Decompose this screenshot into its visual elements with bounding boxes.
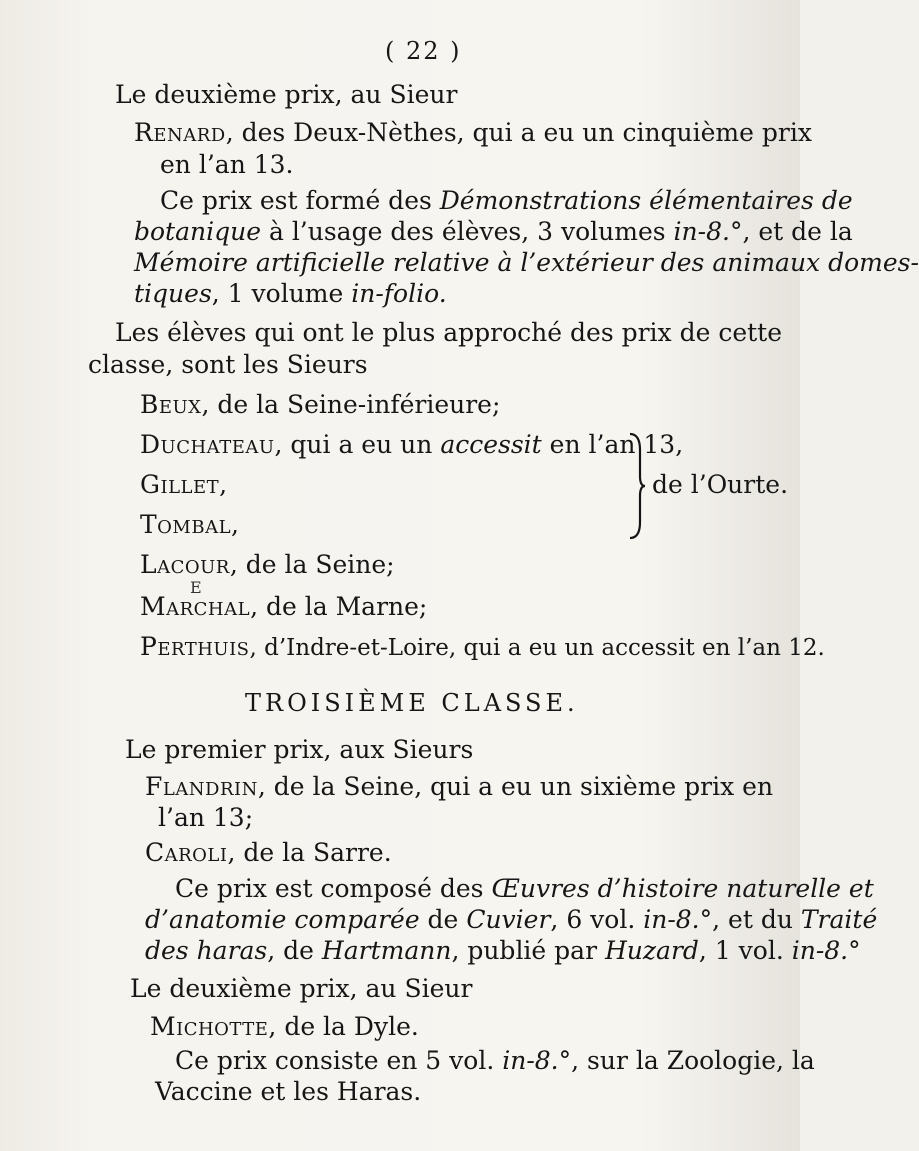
prize-line: Le deuxième prix, au Sieur (115, 80, 458, 109)
prize-description: Ce prix est formé des Démonstrations élémentaires de (160, 186, 853, 215)
student-tombal: Tombal, (140, 510, 239, 539)
department-ourte: de l’Ourte. (652, 470, 789, 499)
prize-line: Le premier prix, aux Sieurs (125, 735, 474, 764)
handwritten-correction: E (190, 578, 202, 597)
paragraph-line: classe, sont les Sieurs (88, 350, 368, 379)
prize-description: Ce prix est composé des Œuvres d’histoire naturelle et (175, 874, 874, 903)
prize-description: tiques, 1 volume in-folio. (134, 279, 447, 308)
prize-description: des haras, de Hartmann, publié par Huzard, 1 vol. in-8.° (145, 936, 861, 965)
prize-line: Le deuxième prix, au Sieur (130, 974, 473, 1003)
laureate-line: en l’an 13. (160, 150, 294, 179)
laureate-renard: Renard, des Deux-Nèthes, qui a eu un cinquième prix (134, 118, 812, 147)
page-number: ( 22 ) (385, 37, 462, 65)
student-marchal: Marchal, de la Marne; (140, 592, 428, 621)
section-heading: TROISIÈME CLASSE. (245, 689, 579, 717)
student-lacour: Lacour, de la Seine; (140, 550, 395, 579)
laureate-caroli: Caroli, de la Sarre. (145, 838, 392, 867)
laureate-line: l’an 13; (158, 803, 254, 832)
laureate-michotte: Michotte, de la Dyle. (150, 1012, 419, 1041)
prize-description: botanique à l’usage des élèves, 3 volumes in-8.°, et de la (134, 217, 853, 246)
paragraph-line: Les élèves qui ont le plus approché des prix de cette (115, 318, 783, 347)
prize-description: Ce prix consiste en 5 vol. in-8.°, sur la Zoologie, la (175, 1046, 815, 1075)
student-beux: Beux, de la Seine-inférieure; (140, 390, 501, 419)
prize-description: Vaccine et les Haras. (155, 1077, 422, 1106)
prize-description: Mémoire artificielle relative à l’extérieur des animaux domes- (134, 248, 919, 277)
laureate-flandrin: Flandrin, de la Seine, qui a eu un sixième prix en (145, 772, 774, 801)
student-perthuis: Perthuis, d’Indre-et-Loire, qui a eu un accessit en l’an 12. (140, 632, 825, 661)
student-gillet: Gillet, (140, 470, 228, 499)
prize-description: d’anatomie comparée de Cuvier, 6 vol. in-8.°, et du Traité (145, 905, 878, 934)
right-brace (628, 432, 646, 540)
student-duchateau: Duchateau, qui a eu un accessit en l’an 13, (140, 430, 684, 459)
